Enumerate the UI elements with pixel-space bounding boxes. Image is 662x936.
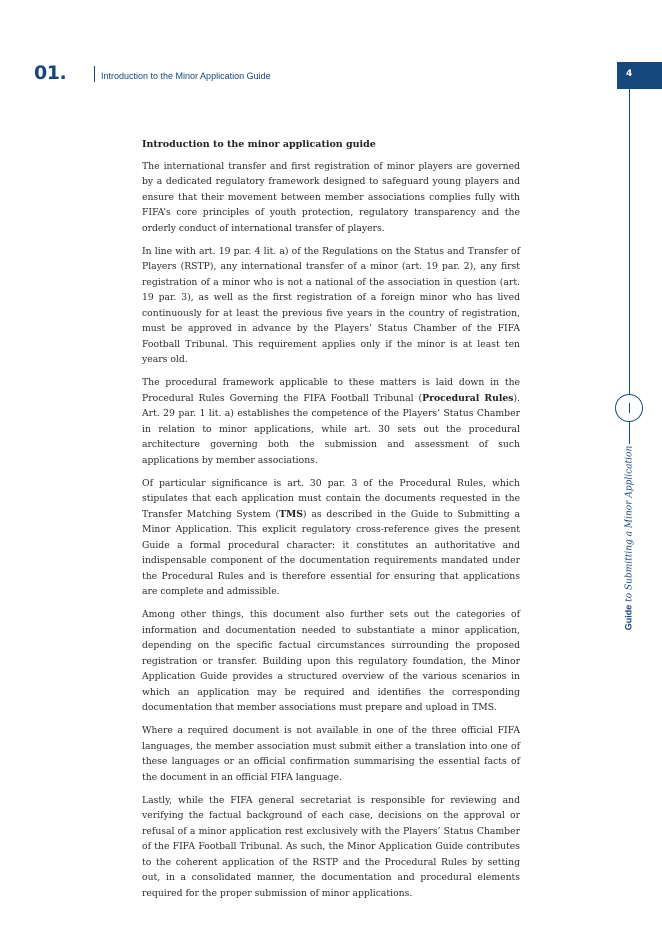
sidebar-label-italic: to Submitting a Minor Application — [624, 445, 635, 605]
sidebar-label-bold: Guide — [623, 604, 634, 631]
paragraph-3-text-a: The procedural framework applicable to these matters is laid down in the Procedural Rules Governing the FIFA Football Tribunal ( — [142, 377, 520, 404]
term-procedural-rules: Procedural Rules — [422, 392, 514, 404]
paragraph-5: Among other things, this document also further sets out the categories of information and documentation needed to substantiate a minor application, depending on the specific factual circumstances surrounding the proposed registration or transfer. Building upon this regulatory foundation, the Minor Application Guide provides a structured overview of the various scenarios in which an application may be required and identifies the corresponding documentation that member associations must prepare and upload in TMS. — [142, 609, 520, 713]
page-header — [0, 0, 662, 95]
paragraph-4-text-b: ) as described in the Guide to Submitting a Minor Application. This explicit regulatory cross-reference gives the present Guide a formal procedural character: it constitutes an authoritative and indispensable component of the documentation requirements mandated under the Procedural Rules and is therefore essential for ensuring that applications are complete and admissible. — [142, 508, 520, 597]
paragraph-1: The international transfer and first registration of minor players are governed by a dedicated regulatory framework designed to safeguard young players and ensure that their movement between member associations complies fully with FIFA’s core principles of youth protection, regulatory transparency and the orderly conduct of international transfer of players. — [142, 160, 520, 234]
paragraph-3-text-b: ). Art. 29 par. 1 lit. a) establishes the competence of the Players’ Status Chamber in relation to minor applications, while art. 30 sets out the procedural architecture governing both the submission and assessment of such applications by member associations. — [142, 392, 520, 466]
chapter-number: 01. — [34, 62, 67, 84]
side-circle-marker — [615, 394, 643, 422]
chapter-title: Introduction to the Minor Application Guide — [101, 71, 271, 81]
section-heading: Introduction to the minor application guide — [142, 139, 376, 150]
side-circle-tick — [629, 403, 630, 413]
side-rule-bottom — [629, 422, 630, 444]
paragraph-2: In line with art. 19 par. 4 lit. a) of the Regulations on the Status and Transfer of Players (RSTP), any international transfer of a minor (art. 19 par. 2), any first registration of a minor who is not a national of the association in question (art. 19 par. 3), as well as the first registration of a foreign minor who has lived continuously for at least the previous five years in the country of registration, must be approved in advance by the Players’ Status Chamber of the FIFA Football Tribunal. This requirement applies only if the minor is at least ten years old. — [142, 245, 520, 365]
paragraph-7: Lastly, while the FIFA general secretariat is responsible for reviewing and verifying the factual background of each case, decisions on the approval or refusal of a minor application rest exclusively with the Players’ Status Chamber of the FIFA Football Tribunal. As such, the Minor Application Guide contributes to the coherent application of the RSTP and the Procedural Rules by setting out, in a consolidated manner, the documentation and procedural elements required for the proper submission of minor applications. — [142, 794, 520, 899]
side-rule-top — [629, 89, 630, 394]
paragraph-4-text-a: Of particular significance is art. 30 par. 3 of the Procedural Rules, which stipulates that each application must contain the documents requested in the Transfer Matching System ( — [142, 477, 520, 520]
page-number-tab — [617, 62, 662, 89]
paragraph-4 — [142, 476, 520, 600]
paragraph-6: Where a required document is not available in one of the three official FIFA languages, the member association must submit either a translation into one of these languages or an official confirmation summarising the essential facts of the document in an official FIFA language. — [142, 725, 520, 783]
term-tms: TMS — [279, 508, 303, 520]
chapter-divider — [94, 66, 95, 82]
page-number: 4 — [626, 69, 633, 79]
sidebar-guide-label — [624, 446, 635, 631]
main-content — [142, 137, 520, 909]
paragraph-3 — [142, 375, 520, 468]
